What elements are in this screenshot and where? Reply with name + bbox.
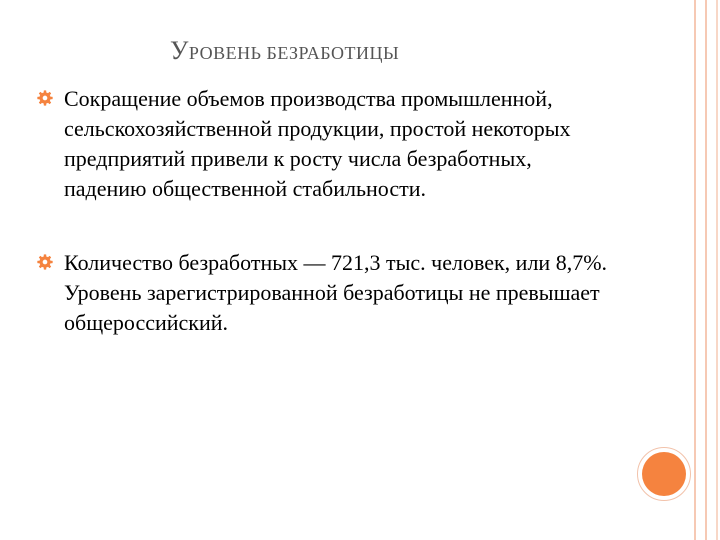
- bullet-item: [36, 84, 616, 204]
- slide-title-initial: У: [170, 36, 189, 65]
- bullet-text: Количество безработных — 721,3 тыс. человек, или 8,7%. Уровень зарегистрированной безработицы не превышает общероссийский.: [64, 250, 608, 335]
- bullet-list: [36, 84, 616, 338]
- slide-title-rest: РОВЕНЬ БЕЗРАБОТИЦЫ: [188, 43, 400, 63]
- slide-title: [170, 30, 399, 67]
- bullet-item: [36, 248, 616, 338]
- decorative-circle: [642, 452, 686, 496]
- frame-line: [705, 0, 707, 540]
- bullet-text: Сокращение объемов производства промышленной, сельскохозяйственной продукции, простой некоторых предприятий привели к росту числа безработных, падению общественной стабильности.: [64, 86, 571, 201]
- gear-bullet-icon: [36, 89, 54, 107]
- frame-line: [694, 0, 696, 540]
- frame-line: [716, 0, 718, 540]
- gear-bullet-icon: [36, 253, 54, 271]
